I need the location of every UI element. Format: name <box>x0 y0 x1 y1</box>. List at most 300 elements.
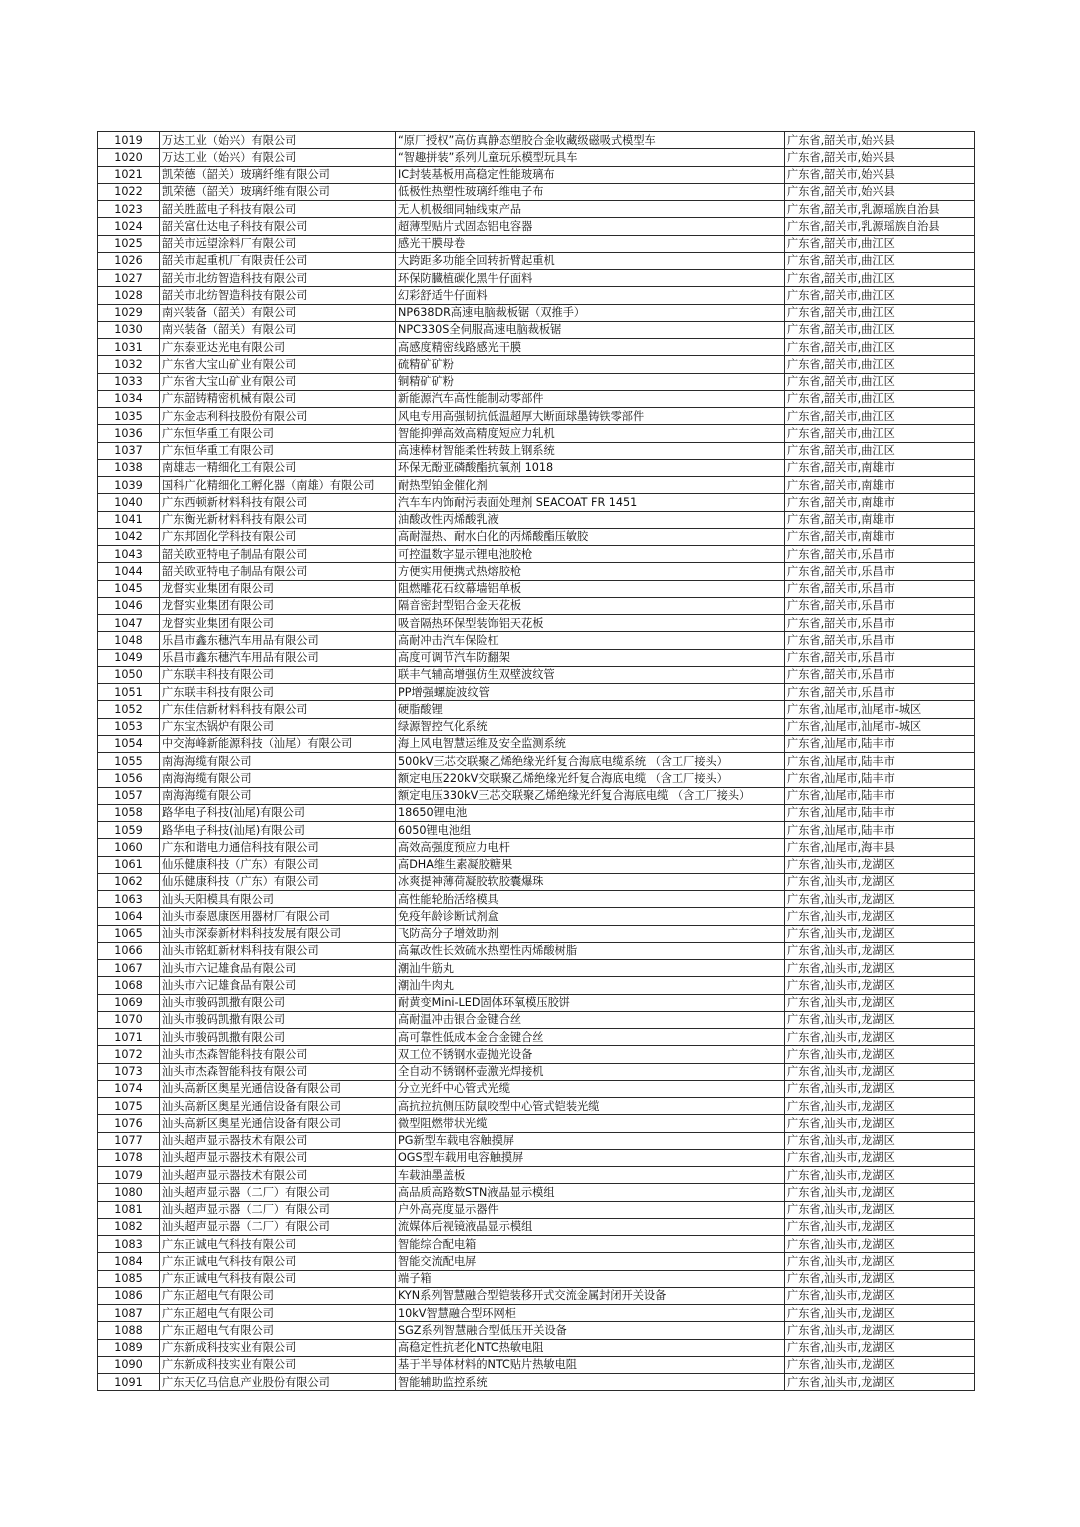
table-row <box>98 666 975 683</box>
table-row <box>98 735 975 752</box>
region-cell: 广东省,汕头市,龙湖区 <box>785 856 975 873</box>
region-cell: 广东省,汕头市,龙湖区 <box>785 1218 975 1235</box>
region-cell: 广东省,汕头市,龙湖区 <box>785 1374 975 1391</box>
row-number-cell: 1062 <box>98 873 160 890</box>
table-row <box>98 390 975 407</box>
region-cell: 广东省,汕头市,龙湖区 <box>785 1287 975 1304</box>
row-number-cell: 1049 <box>98 649 160 666</box>
company-name-cell: 广东正诚电气科技有限公司 <box>160 1270 396 1287</box>
row-number-cell: 1050 <box>98 666 160 683</box>
row-number-cell: 1030 <box>98 321 160 338</box>
row-number-cell: 1029 <box>98 304 160 321</box>
region-cell: 广东省,汕头市,龙湖区 <box>785 925 975 942</box>
row-number-cell: 1021 <box>98 166 160 183</box>
row-number-cell: 1058 <box>98 804 160 821</box>
row-number-cell: 1052 <box>98 701 160 718</box>
row-number-cell: 1070 <box>98 1011 160 1028</box>
company-name-cell: 南雄志一精细化工有限公司 <box>160 459 396 476</box>
table-row <box>98 149 975 166</box>
table-row <box>98 235 975 252</box>
table-row <box>98 494 975 511</box>
product-name-cell: “原厂授权”高仿真静态塑胶合金收藏级磁吸式模型车 <box>396 132 785 149</box>
product-name-cell: 高DHA维生素凝胶糖果 <box>396 856 785 873</box>
table-row <box>98 994 975 1011</box>
row-number-cell: 1081 <box>98 1201 160 1218</box>
region-cell: 广东省,汕头市,龙湖区 <box>785 1184 975 1201</box>
product-name-cell: 低极性热塑性玻璃纤维电子布 <box>396 183 785 200</box>
company-name-cell: 广东衡光新材料科技有限公司 <box>160 511 396 528</box>
table-row <box>98 1046 975 1063</box>
region-cell: 广东省,汕尾市,海丰县 <box>785 839 975 856</box>
product-name-cell: 吸音隔热环保型装饰铝天花板 <box>396 615 785 632</box>
table-row <box>98 408 975 425</box>
product-name-cell: 联丰气辅高增强仿生双壁波纹管 <box>396 666 785 683</box>
product-list-table <box>97 131 975 1391</box>
row-number-cell: 1035 <box>98 408 160 425</box>
table-row <box>98 580 975 597</box>
row-number-cell: 1038 <box>98 459 160 476</box>
product-name-cell: 硬脂酸锂 <box>396 701 785 718</box>
table-row <box>98 1201 975 1218</box>
region-cell: 广东省,汕头市,龙湖区 <box>785 1046 975 1063</box>
region-cell: 广东省,韶关市,曲江区 <box>785 442 975 459</box>
table-row <box>98 528 975 545</box>
table-row <box>98 373 975 390</box>
row-number-cell: 1080 <box>98 1184 160 1201</box>
table-row <box>98 873 975 890</box>
region-cell: 广东省,韶关市,始兴县 <box>785 149 975 166</box>
product-name-cell: 分立光纤中心管式光缆 <box>396 1080 785 1097</box>
product-name-cell: 额定电压330kV三芯交联聚乙烯绝缘光纤复合海底电缆 （含工厂接头） <box>396 787 785 804</box>
company-name-cell: 广东省大宝山矿业有限公司 <box>160 373 396 390</box>
table-row <box>98 321 975 338</box>
table-row <box>98 804 975 821</box>
company-name-cell: 广东泰亚达光电有限公司 <box>160 339 396 356</box>
row-number-cell: 1037 <box>98 442 160 459</box>
table-row <box>98 1322 975 1339</box>
table-row <box>98 649 975 666</box>
row-number-cell: 1059 <box>98 822 160 839</box>
table-row <box>98 718 975 735</box>
row-number-cell: 1051 <box>98 684 160 701</box>
product-name-cell: 额定电压220kV交联聚乙烯绝缘光纤复合海底电缆 （含工厂接头） <box>396 770 785 787</box>
row-number-cell: 1036 <box>98 425 160 442</box>
table-row <box>98 787 975 804</box>
region-cell: 广东省,韶关市,乐昌市 <box>785 649 975 666</box>
company-name-cell: 广东联丰科技有限公司 <box>160 684 396 701</box>
region-cell: 广东省,韶关市,曲江区 <box>785 356 975 373</box>
company-name-cell: 汕头市杰森智能科技有限公司 <box>160 1046 396 1063</box>
row-number-cell: 1091 <box>98 1374 160 1391</box>
table-row <box>98 1098 975 1115</box>
row-number-cell: 1056 <box>98 770 160 787</box>
table-row <box>98 839 975 856</box>
region-cell: 广东省,汕头市,龙湖区 <box>785 1115 975 1132</box>
product-name-cell: 免疫年龄诊断试剂盒 <box>396 908 785 925</box>
company-name-cell: 韶关市起重机厂有限责任公司 <box>160 252 396 269</box>
product-name-cell: 18650锂电池 <box>396 804 785 821</box>
region-cell: 广东省,韶关市,始兴县 <box>785 183 975 200</box>
region-cell: 广东省,韶关市,曲江区 <box>785 304 975 321</box>
product-name-cell: 全自动不锈钢杯壶激光焊接机 <box>396 1063 785 1080</box>
company-name-cell: 凯荣德（韶关）玻璃纤维有限公司 <box>160 183 396 200</box>
product-name-cell: SGZ系列智慧融合型低压开关设备 <box>396 1322 785 1339</box>
region-cell: 广东省,韶关市,乐昌市 <box>785 597 975 614</box>
row-number-cell: 1055 <box>98 753 160 770</box>
company-name-cell: 汕头市深泰新材料科技发展有限公司 <box>160 925 396 942</box>
table-row <box>98 1184 975 1201</box>
table-row <box>98 684 975 701</box>
company-name-cell: 汕头市铭虹新材料科技有限公司 <box>160 942 396 959</box>
product-name-cell: 油酸改性丙烯酸乳液 <box>396 511 785 528</box>
product-name-cell: 阻燃雕花石纹幕墙铝单板 <box>396 580 785 597</box>
region-cell: 广东省,汕头市,龙湖区 <box>785 960 975 977</box>
company-name-cell: 广东新成科技实业有限公司 <box>160 1356 396 1373</box>
row-number-cell: 1071 <box>98 1029 160 1046</box>
product-name-cell: 流媒体后视镜液晶显示模组 <box>396 1218 785 1235</box>
company-name-cell: 国科广化精细化工孵化器（南雄）有限公司 <box>160 477 396 494</box>
company-name-cell: 广东新成科技实业有限公司 <box>160 1339 396 1356</box>
product-name-cell: 智能抑弹高效高精度短应力轧机 <box>396 425 785 442</box>
table-row <box>98 1063 975 1080</box>
row-number-cell: 1045 <box>98 580 160 597</box>
company-name-cell: 汕头市骏码凯撒有限公司 <box>160 994 396 1011</box>
company-name-cell: 汕头市骏码凯撒有限公司 <box>160 1029 396 1046</box>
row-number-cell: 1082 <box>98 1218 160 1235</box>
table-row <box>98 1029 975 1046</box>
company-name-cell: 广东恒华重工有限公司 <box>160 442 396 459</box>
row-number-cell: 1075 <box>98 1098 160 1115</box>
region-cell: 广东省,汕尾市,陆丰市 <box>785 735 975 752</box>
region-cell: 广东省,汕头市,龙湖区 <box>785 1029 975 1046</box>
region-cell: 广东省,韶关市,乐昌市 <box>785 632 975 649</box>
table-row <box>98 166 975 183</box>
table-row <box>98 459 975 476</box>
region-cell: 广东省,韶关市,曲江区 <box>785 235 975 252</box>
region-cell: 广东省,韶关市,曲江区 <box>785 390 975 407</box>
row-number-cell: 1088 <box>98 1322 160 1339</box>
product-name-cell: 高效高强度预应力电杆 <box>396 839 785 856</box>
product-name-cell: 环保无酚亚磷酸酯抗氧剂 1018 <box>396 459 785 476</box>
row-number-cell: 1026 <box>98 252 160 269</box>
table-row <box>98 546 975 563</box>
product-name-cell: 耐热型铂金催化剂 <box>396 477 785 494</box>
product-name-cell: 铜精矿矿粉 <box>396 373 785 390</box>
company-name-cell: 广东和谐电力通信科技有限公司 <box>160 839 396 856</box>
row-number-cell: 1032 <box>98 356 160 373</box>
row-number-cell: 1053 <box>98 718 160 735</box>
row-number-cell: 1043 <box>98 546 160 563</box>
product-name-cell: 高度可调节汽车防翻架 <box>396 649 785 666</box>
company-name-cell: 汕头高新区奥星光通信设备有限公司 <box>160 1098 396 1115</box>
region-cell: 广东省,汕头市,龙湖区 <box>785 1305 975 1322</box>
product-name-cell: 500kV三芯交联聚乙烯绝缘光纤复合海底电缆系统 （含工厂接头） <box>396 753 785 770</box>
row-number-cell: 1034 <box>98 390 160 407</box>
table-row <box>98 977 975 994</box>
row-number-cell: 1042 <box>98 528 160 545</box>
company-name-cell: 广东西顿新材料科技有限公司 <box>160 494 396 511</box>
table-row <box>98 1236 975 1253</box>
region-cell: 广东省,韶关市,乐昌市 <box>785 666 975 683</box>
product-name-cell: IC封装基板用高稳定性能玻璃布 <box>396 166 785 183</box>
product-name-cell: 智能辅助监控系统 <box>396 1374 785 1391</box>
table-row <box>98 218 975 235</box>
region-cell: 广东省,汕头市,龙湖区 <box>785 1080 975 1097</box>
region-cell: 广东省,韶关市,曲江区 <box>785 373 975 390</box>
company-name-cell: 南海海缆有限公司 <box>160 770 396 787</box>
product-name-cell: PP增强螺旋波纹管 <box>396 684 785 701</box>
company-name-cell: 韶关富仕达电子科技有限公司 <box>160 218 396 235</box>
row-number-cell: 1019 <box>98 132 160 149</box>
region-cell: 广东省,汕头市,龙湖区 <box>785 1356 975 1373</box>
table-row <box>98 1167 975 1184</box>
product-name-cell: 幻彩舒适牛仔面料 <box>396 287 785 304</box>
region-cell: 广东省,韶关市,曲江区 <box>785 252 975 269</box>
region-cell: 广东省,汕头市,龙湖区 <box>785 994 975 1011</box>
row-number-cell: 1027 <box>98 270 160 287</box>
company-name-cell: 万达工业（始兴）有限公司 <box>160 132 396 149</box>
product-name-cell: 冰爽提神薄荷凝胶软胶囊爆珠 <box>396 873 785 890</box>
table-row <box>98 908 975 925</box>
region-cell: 广东省,韶关市,始兴县 <box>785 132 975 149</box>
product-name-cell: 高抗拉抗侧压防鼠咬型中心管式铠装光缆 <box>396 1098 785 1115</box>
region-cell: 广东省,韶关市,南雄市 <box>785 477 975 494</box>
company-name-cell: 龙督实业集团有限公司 <box>160 615 396 632</box>
row-number-cell: 1060 <box>98 839 160 856</box>
table-row <box>98 252 975 269</box>
table-row <box>98 1253 975 1270</box>
region-cell: 广东省,韶关市,曲江区 <box>785 408 975 425</box>
region-cell: 广东省,韶关市,乐昌市 <box>785 615 975 632</box>
company-name-cell: 广东韶铸精密机械有限公司 <box>160 390 396 407</box>
region-cell: 广东省,韶关市,南雄市 <box>785 528 975 545</box>
row-number-cell: 1025 <box>98 235 160 252</box>
table-row <box>98 563 975 580</box>
row-number-cell: 1047 <box>98 615 160 632</box>
region-cell: 广东省,韶关市,曲江区 <box>785 287 975 304</box>
region-cell: 广东省,韶关市,南雄市 <box>785 459 975 476</box>
product-name-cell: 端子箱 <box>396 1270 785 1287</box>
product-name-cell: 绿源智控气化系统 <box>396 718 785 735</box>
region-cell: 广东省,韶关市,始兴县 <box>785 166 975 183</box>
row-number-cell: 1024 <box>98 218 160 235</box>
product-name-cell: 智能综合配电箱 <box>396 1236 785 1253</box>
region-cell: 广东省,汕头市,龙湖区 <box>785 1132 975 1149</box>
region-cell: 广东省,汕尾市,汕尾市-城区 <box>785 701 975 718</box>
product-name-cell: 高性能轮胎活络模具 <box>396 891 785 908</box>
company-name-cell: 南兴装备（韶关）有限公司 <box>160 304 396 321</box>
table-row <box>98 201 975 218</box>
region-cell: 广东省,韶关市,乳源瑶族自治县 <box>785 201 975 218</box>
company-name-cell: 韶关市北纺智造科技有限公司 <box>160 287 396 304</box>
row-number-cell: 1076 <box>98 1115 160 1132</box>
company-name-cell: 汕头超声显示器（二厂）有限公司 <box>160 1218 396 1235</box>
row-number-cell: 1054 <box>98 735 160 752</box>
product-name-cell: 潮汕牛筋丸 <box>396 960 785 977</box>
region-cell: 广东省,汕头市,龙湖区 <box>785 1149 975 1166</box>
company-name-cell: 乐昌市鑫东穗汽车用品有限公司 <box>160 649 396 666</box>
region-cell: 广东省,韶关市,曲江区 <box>785 425 975 442</box>
table-row <box>98 1339 975 1356</box>
company-name-cell: 路华电子科技(汕尾)有限公司 <box>160 822 396 839</box>
region-cell: 广东省,汕头市,龙湖区 <box>785 908 975 925</box>
region-cell: 广东省,汕尾市,陆丰市 <box>785 822 975 839</box>
product-name-cell: 车载油墨盖板 <box>396 1167 785 1184</box>
company-name-cell: 广东正超电气有限公司 <box>160 1322 396 1339</box>
product-name-cell: 高耐温冲击银合金键合丝 <box>396 1011 785 1028</box>
row-number-cell: 1089 <box>98 1339 160 1356</box>
product-name-cell: 大跨距多功能全回转折臂起重机 <box>396 252 785 269</box>
region-cell: 广东省,韶关市,曲江区 <box>785 270 975 287</box>
product-name-cell: 潮汕牛肉丸 <box>396 977 785 994</box>
row-number-cell: 1078 <box>98 1149 160 1166</box>
company-name-cell: 韶关市远望涂料厂有限公司 <box>160 235 396 252</box>
region-cell: 广东省,韶关市,乳源瑶族自治县 <box>785 218 975 235</box>
company-name-cell: 广东正诚电气科技有限公司 <box>160 1253 396 1270</box>
product-name-cell: “智趣拼装”系列儿童玩乐模型玩具车 <box>396 149 785 166</box>
company-name-cell: 广东正超电气有限公司 <box>160 1305 396 1322</box>
row-number-cell: 1031 <box>98 339 160 356</box>
table-row <box>98 1132 975 1149</box>
company-name-cell: 汕头市骏码凯撒有限公司 <box>160 1011 396 1028</box>
company-name-cell: 广东正超电气有限公司 <box>160 1287 396 1304</box>
table-row <box>98 925 975 942</box>
region-cell: 广东省,韶关市,乐昌市 <box>785 563 975 580</box>
product-name-cell: OGS型车载用电容触摸屏 <box>396 1149 785 1166</box>
row-number-cell: 1063 <box>98 891 160 908</box>
table-row <box>98 183 975 200</box>
row-number-cell: 1066 <box>98 942 160 959</box>
product-name-cell: 汽车车内饰耐污表面处理剂 SEACOAT FR 1451 <box>396 494 785 511</box>
company-name-cell: 龙督实业集团有限公司 <box>160 597 396 614</box>
table-row <box>98 1218 975 1235</box>
region-cell: 广东省,汕尾市,汕尾市-城区 <box>785 718 975 735</box>
region-cell: 广东省,韶关市,乐昌市 <box>785 684 975 701</box>
row-number-cell: 1039 <box>98 477 160 494</box>
row-number-cell: 1069 <box>98 994 160 1011</box>
product-name-cell: 耐黄变Mini-LED固体环氧模压胶饼 <box>396 994 785 1011</box>
document-page <box>97 131 974 1391</box>
product-name-cell: 无人机极细同轴线束产品 <box>396 201 785 218</box>
table-row <box>98 822 975 839</box>
row-number-cell: 1084 <box>98 1253 160 1270</box>
region-cell: 广东省,韶关市,曲江区 <box>785 339 975 356</box>
product-name-cell: 风电专用高强韧抗低温超厚大断面球墨铸铁零部件 <box>396 408 785 425</box>
table-row <box>98 1011 975 1028</box>
company-name-cell: 汕头市杰森智能科技有限公司 <box>160 1063 396 1080</box>
company-name-cell: 龙督实业集团有限公司 <box>160 580 396 597</box>
company-name-cell: 广东金志利科技股份有限公司 <box>160 408 396 425</box>
table-row <box>98 442 975 459</box>
company-name-cell: 广东联丰科技有限公司 <box>160 666 396 683</box>
company-name-cell: 路华电子科技(汕尾)有限公司 <box>160 804 396 821</box>
table-row <box>98 856 975 873</box>
region-cell: 广东省,汕尾市,陆丰市 <box>785 753 975 770</box>
region-cell: 广东省,汕尾市,陆丰市 <box>785 770 975 787</box>
product-name-cell: 基于半导体材料的NTC贴片热敏电阻 <box>396 1356 785 1373</box>
company-name-cell: 广东正诚电气科技有限公司 <box>160 1236 396 1253</box>
row-number-cell: 1064 <box>98 908 160 925</box>
table-body <box>98 132 975 1391</box>
region-cell: 广东省,汕头市,龙湖区 <box>785 1011 975 1028</box>
product-name-cell: 高耐湿热、耐水白化的丙烯酸酯压敏胶 <box>396 528 785 545</box>
region-cell: 广东省,韶关市,南雄市 <box>785 511 975 528</box>
product-name-cell: KYN系列智慧融合型铠装移开式交流金属封闭开关设备 <box>396 1287 785 1304</box>
company-name-cell: 汕头超声显示器技术有限公司 <box>160 1149 396 1166</box>
row-number-cell: 1090 <box>98 1356 160 1373</box>
company-name-cell: 汕头超声显示器（二厂）有限公司 <box>160 1184 396 1201</box>
product-name-cell: 高耐冲击汽车保险杠 <box>396 632 785 649</box>
row-number-cell: 1041 <box>98 511 160 528</box>
row-number-cell: 1079 <box>98 1167 160 1184</box>
company-name-cell: 韶关欧亚特电子制品有限公司 <box>160 546 396 563</box>
table-row <box>98 597 975 614</box>
table-row <box>98 356 975 373</box>
region-cell: 广东省,汕头市,龙湖区 <box>785 873 975 890</box>
region-cell: 广东省,韶关市,曲江区 <box>785 321 975 338</box>
region-cell: 广东省,韶关市,乐昌市 <box>785 546 975 563</box>
company-name-cell: 仙乐健康科技（广东）有限公司 <box>160 856 396 873</box>
row-number-cell: 1046 <box>98 597 160 614</box>
product-name-cell: NPC330S全伺服高速电脑裁板锯 <box>396 321 785 338</box>
table-row <box>98 1080 975 1097</box>
product-name-cell: 高感度精密线路感光干膜 <box>396 339 785 356</box>
region-cell: 广东省,韶关市,乐昌市 <box>785 580 975 597</box>
table-row <box>98 339 975 356</box>
product-name-cell: 10kV智慧融合型环网柜 <box>396 1305 785 1322</box>
company-name-cell: 广东恒华重工有限公司 <box>160 425 396 442</box>
region-cell: 广东省,汕尾市,陆丰市 <box>785 804 975 821</box>
product-name-cell: NP638DR高速电脑裁板锯（双推手） <box>396 304 785 321</box>
table-row <box>98 1374 975 1391</box>
product-name-cell: 新能源汽车高性能制动零部件 <box>396 390 785 407</box>
table-row <box>98 511 975 528</box>
product-name-cell: 方便实用便携式热熔胶枪 <box>396 563 785 580</box>
row-number-cell: 1048 <box>98 632 160 649</box>
row-number-cell: 1074 <box>98 1080 160 1097</box>
region-cell: 广东省,汕头市,龙湖区 <box>785 1270 975 1287</box>
company-name-cell: 汕头市六记雄食品有限公司 <box>160 977 396 994</box>
company-name-cell: 韶关欧亚特电子制品有限公司 <box>160 563 396 580</box>
table-row <box>98 477 975 494</box>
table-row <box>98 1356 975 1373</box>
product-name-cell: 高品质高路数STN液晶显示模组 <box>396 1184 785 1201</box>
company-name-cell: 广东宝杰锅炉有限公司 <box>160 718 396 735</box>
company-name-cell: 万达工业（始兴）有限公司 <box>160 149 396 166</box>
company-name-cell: 韶关市北纺智造科技有限公司 <box>160 270 396 287</box>
company-name-cell: 汕头超声显示器（二厂）有限公司 <box>160 1201 396 1218</box>
row-number-cell: 1085 <box>98 1270 160 1287</box>
table-row <box>98 1149 975 1166</box>
company-name-cell: 韶关胜蓝电子科技有限公司 <box>160 201 396 218</box>
company-name-cell: 汕头市六记雄食品有限公司 <box>160 960 396 977</box>
table-row <box>98 632 975 649</box>
product-name-cell: 高稳定性抗老化NTC热敏电阻 <box>396 1339 785 1356</box>
table-row <box>98 770 975 787</box>
product-name-cell: 可控温数字显示锂电池胶枪 <box>396 546 785 563</box>
row-number-cell: 1033 <box>98 373 160 390</box>
table-row <box>98 1305 975 1322</box>
table-row <box>98 615 975 632</box>
region-cell: 广东省,汕头市,龙湖区 <box>785 977 975 994</box>
company-name-cell: 广东佳信新材料科技有限公司 <box>160 701 396 718</box>
row-number-cell: 1044 <box>98 563 160 580</box>
row-number-cell: 1086 <box>98 1287 160 1304</box>
table-row <box>98 701 975 718</box>
product-name-cell: 高可靠性低成本金合金键合丝 <box>396 1029 785 1046</box>
row-number-cell: 1087 <box>98 1305 160 1322</box>
region-cell: 广东省,汕头市,龙湖区 <box>785 1167 975 1184</box>
